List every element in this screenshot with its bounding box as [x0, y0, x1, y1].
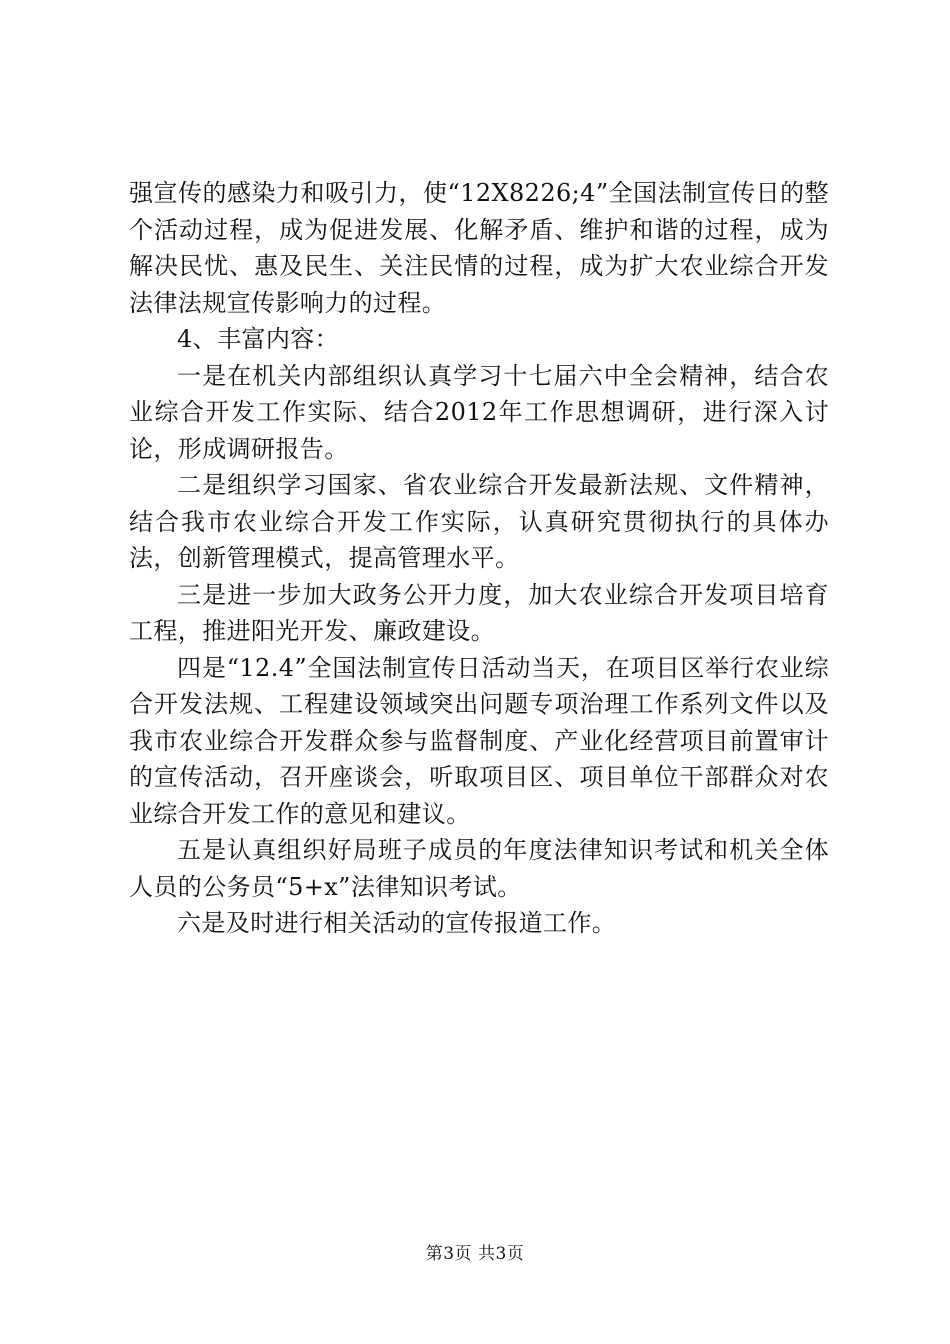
- section-heading: 4、丰富内容：: [177, 325, 340, 353]
- page-footer: 第3页 共3页: [425, 1244, 525, 1264]
- list-item: 五是认真组织好局班子成员的年度法律知识考试和机关全体人员的公务员“5+x”法律知识考试。: [129, 836, 829, 901]
- list-item: 四是“12.4”全国法制宣传日活动当天，在项目区举行农业综合开发法规、工程建设领域突出问题专项治理工作系列文件以及我市农业综合开发群众参与监督制度、产业化经营项目前置审计的宣传活动，召开座谈会，听取项目区、项目单位干部群众对农业综合开发工作的意见和建议。: [129, 653, 829, 828]
- list-item: 三是进一步加大政务公开力度，加大农业综合开发项目培育工程，推进阳光开发、廉政建设。: [129, 580, 829, 645]
- paragraph-continuation: 强宣传的感染力和吸引力，使“12X8226;4”全国法制宣传日的整个活动过程，成为促进发展、化解矛盾、维护和谐的过程，成为解决民忧、惠及民生、关注民情的过程，成为扩大农业综合开发法律法规宣传影响力的过程。: [129, 179, 829, 317]
- document-body: [129, 175, 829, 942]
- list-item: 一是在机关内部组织认真学习十七届六中全会精神，结合农业综合开发工作实际、结合2012年工作思想调研，进行深入讨论，形成调研报告。: [129, 361, 829, 463]
- list-item: 六是及时进行相关活动的宣传报道工作。: [177, 909, 617, 937]
- list-item: 二是组织学习国家、省农业综合开发最新法规、文件精神，结合我市农业综合开发工作实际，认真研究贯彻执行的具体办法，创新管理模式，提高管理水平。: [129, 471, 829, 572]
